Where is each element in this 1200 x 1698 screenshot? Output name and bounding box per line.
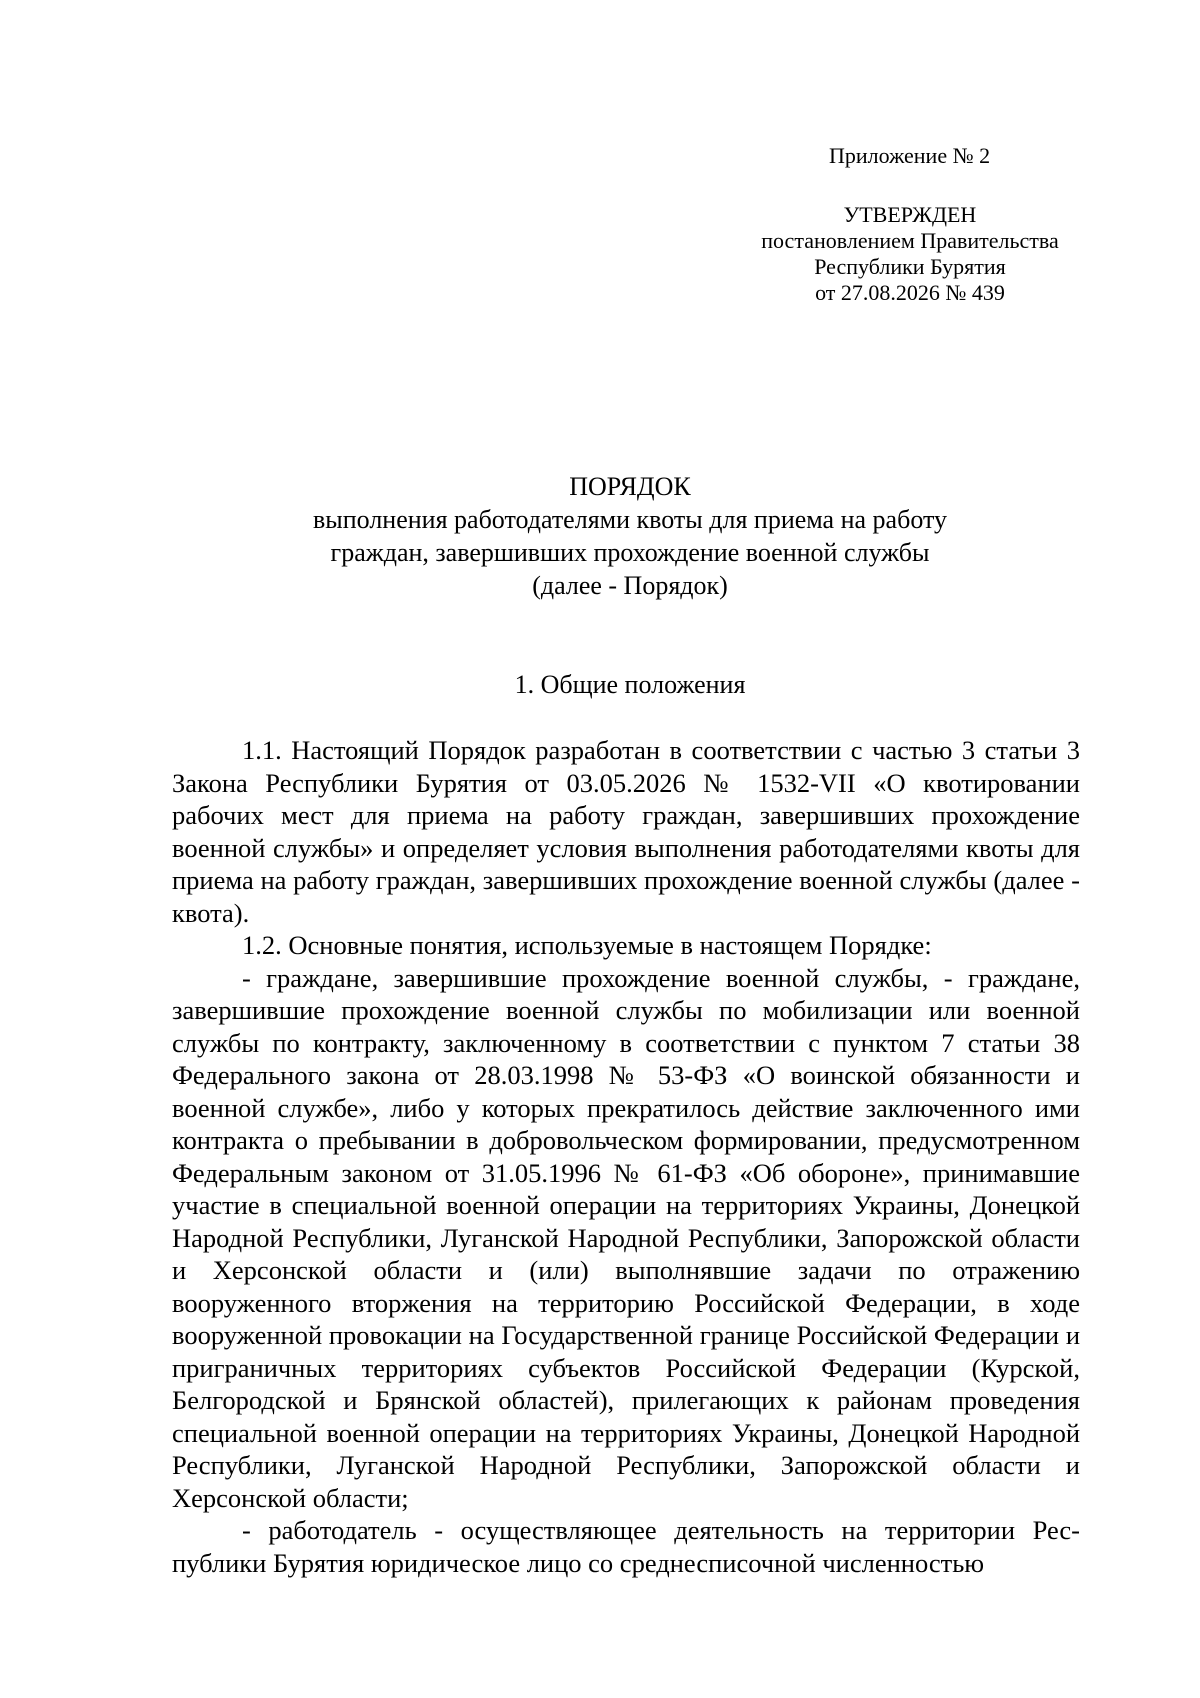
approval-line-republic: Республики Бурятия [814,254,1006,279]
approval-line-approved: УТВЕРЖДЕН [843,202,977,227]
paragraph-1-2: 1.2. Основные понятия, используемые в настоящем Порядке: [242,930,932,960]
title-line-4: (далее - Порядок) [532,571,728,600]
title-line-1: ПОРЯДОК [569,472,691,501]
body-text [172,734,1080,1579]
definition-citizens: - граждане, завершившие прохождение военной службы, - граждане, завершившие прохождение военной службы по мобилизации или военной службы по контракту, заключенному в соответствии с пунктом 7 статьи 38 Федерального закона от 28.03.1998 № 53-ФЗ «О воинской обязанности и военной службе», либо у которых прекратилось действие заключенного ими контракта о пребывании в добровольческом формировании, предусмотренном Федеральным законом от 31.05.1996 № 61-ФЗ «Об обороне», принимавшие участие в специальной военной операции на территориях Украины, Донецкой Народной Республики, Луганской Народной Республики, Запорожской области и Херсонской области и (или) выполнявшие задачи по отражению вооруженного вторжения на территорию Российской Федерации, в ходе вооруженной провокации на Государственной границе Российской Федерации и приграничных территориях субъектов Российской Федерации (Курской, Белгородской и Брянской областей), прилегающих к районам проведения специальной военной операции на территориях Украины, Донецкой Народной Республики, Луганской Народной Республики, Запорожской области и Херсонской области; [172,962,1080,1513]
approval-line-date: от 27.08.2026 № 439 [815,280,1005,305]
appendix-label: Приложение № 2 [829,143,991,168]
paragraph-1-1: 1.1. Настоящий Порядок разработан в соответствии с частью 3 статьи 3 Закона Республики Бурятия от 03.05.2026 № 1532-VII «О квотировании рабочих мест для приема на работу граждан, завершивших прохождение военной службы» и определяет условия выполнения работодателями квоты для приема на работу граждан, завершивших прохождение военной службы (далее - квота). [172,735,1080,928]
section-heading: 1. Общие положения [514,670,746,699]
document-title [170,470,1090,602]
title-line-2: выполнения работодателями квоты для приема на работу [313,505,947,534]
title-line-3: граждан, завершивших прохождение военной службы [330,538,930,567]
definition-employer: - работодатель - осуществляющее деятельность на территории Республики Бурятия юридическое лицо со среднесписочной численностью [172,1515,1080,1578]
approval-line-resolution: постановлением Правительства [761,228,1059,253]
approval-stamp [720,202,1100,306]
